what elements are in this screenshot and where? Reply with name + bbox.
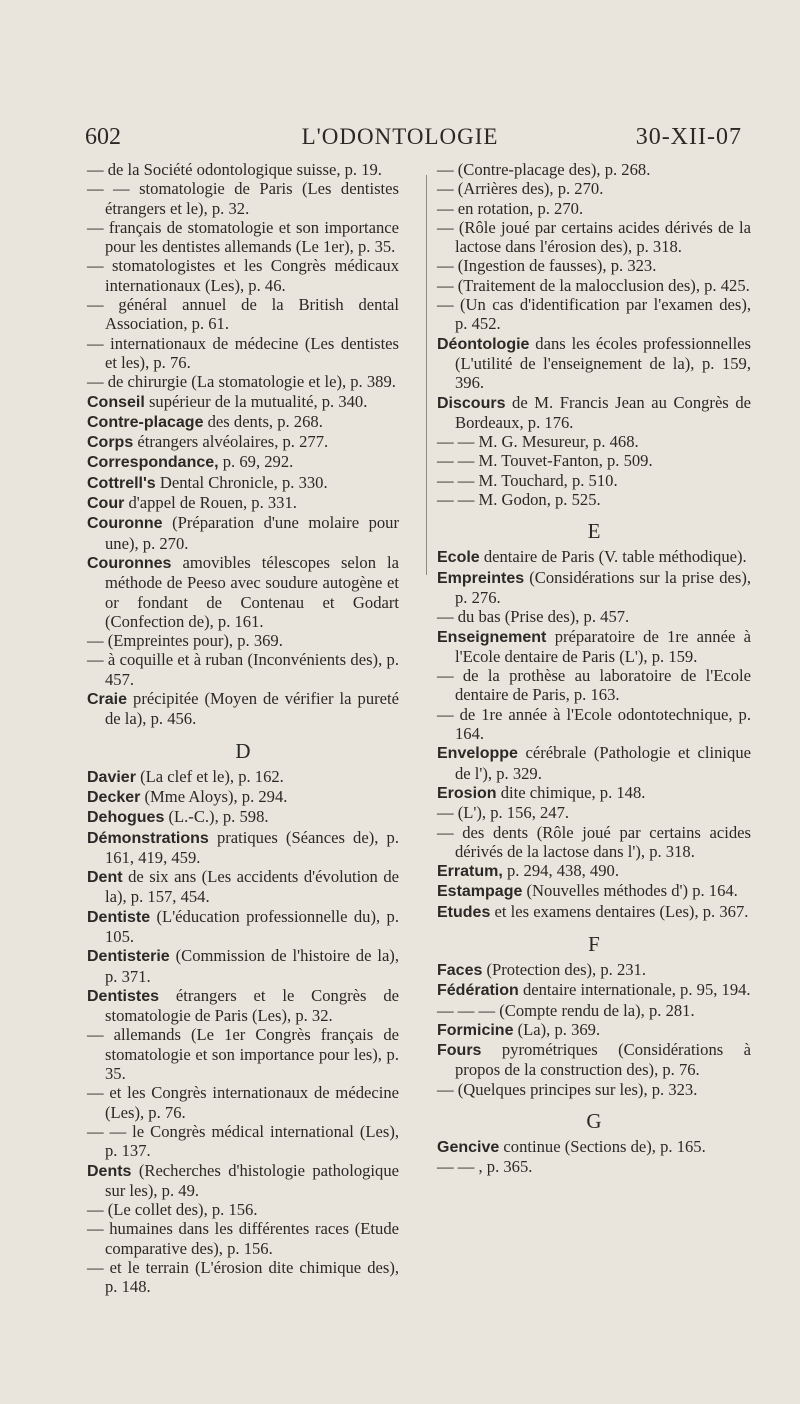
index-entry <box>437 393 751 433</box>
index-entry <box>437 1001 751 1020</box>
entry-heading: Dentiste <box>87 908 151 926</box>
index-entry <box>87 392 399 412</box>
index-entry <box>87 179 399 218</box>
index-entry <box>87 160 399 179</box>
entry-heading: Correspondance, <box>87 454 219 472</box>
index-entry <box>87 650 399 689</box>
entry-heading: Cottrell's <box>87 474 156 492</box>
entry-text: — à coquille et à ruban (Inconvénients des), p. 457. <box>87 650 399 689</box>
entry-text: — (Ingestion de fausses), p. 323. <box>437 256 657 276</box>
index-entry <box>437 256 751 275</box>
entry-heading: Decker <box>87 788 141 806</box>
entry-text: — stomatologistes et les Congrès médicaux internationaux (Les), p. 46. <box>87 256 399 295</box>
entry-text: — (Rôle joué par certains acides dérivés de la lactose dans l'érosion des), p. 318. <box>437 217 751 257</box>
entry-text: — (Quelques principes sur les), p. 323. <box>437 1079 698 1099</box>
index-entry <box>87 1200 399 1219</box>
index-entry <box>87 412 399 432</box>
section-letter: E <box>587 519 601 544</box>
index-entry <box>437 1080 751 1099</box>
entry-heading: Dentistes <box>87 987 160 1005</box>
entry-text: (Mme Aloys), p. 294. <box>144 786 288 806</box>
running-header <box>0 122 800 156</box>
index-entry <box>437 861 751 881</box>
entry-heading: Discours <box>437 394 506 412</box>
index-entry <box>437 666 751 705</box>
entry-text: — (Traitement de la malocclusion des), p. 425. <box>437 275 750 295</box>
index-entry <box>437 490 751 509</box>
entry-text: — (Arrières des), p. 270. <box>437 179 604 199</box>
entry-heading: Etudes <box>437 903 491 921</box>
entry-text: — (Un cas d'identification par l'examen des), p. 452. <box>437 295 751 334</box>
entry-text: dentaire internationale, p. 95, 194. <box>522 980 751 1000</box>
index-entry <box>87 1025 399 1083</box>
index-entry <box>437 743 751 783</box>
index-entry <box>87 946 399 986</box>
entry-text: de six ans (Les accidents d'évolution de la), p. 157, 454. <box>105 867 399 907</box>
index-entry <box>437 902 751 922</box>
entry-heading: Estampage <box>437 883 523 901</box>
page-number: 602 <box>85 124 121 150</box>
entry-heading: Ecole <box>437 549 480 567</box>
entry-text: (Commission de l'histoire de la), p. 371. <box>105 946 399 986</box>
entry-text: dite chimique, p. 148. <box>500 782 646 802</box>
index-entry <box>87 452 399 472</box>
index-entry <box>87 1219 399 1258</box>
entry-text: — français de stomatologie et son importance pour les dentistes allemands (Le 1er), p. 35. <box>87 217 399 257</box>
index-entry <box>87 295 399 334</box>
entry-heading: Déontologie <box>437 335 530 353</box>
entry-text: dentaire de Paris (V. table méthodique). <box>483 547 747 567</box>
entry-heading: Corps <box>87 434 134 452</box>
entry-text: supérieur de la mutualité, p. 340. <box>148 391 368 411</box>
index-entry <box>437 881 751 901</box>
issue-date: 30-XII-07 <box>635 124 742 150</box>
index-entry <box>87 513 399 553</box>
entry-heading: Démonstrations <box>87 829 209 847</box>
entry-text: — (Empreintes pour), p. 369. <box>87 631 283 651</box>
index-entry <box>437 1157 751 1176</box>
index-entry <box>437 705 751 744</box>
entry-text: Dental Chronicle, p. 330. <box>159 472 328 492</box>
index-entry <box>437 218 751 257</box>
index-entry <box>437 607 751 626</box>
entry-text: étrangers alvéolaires, p. 277. <box>137 432 329 452</box>
entry-text: (Nouvelles méthodes d') p. 164. <box>526 881 738 901</box>
entry-heading: Empreintes <box>437 569 525 587</box>
entry-heading: Couronne <box>87 515 163 533</box>
entry-text: (La clef et le), p. 162. <box>140 766 284 786</box>
entry-heading: Dents <box>87 1162 132 1180</box>
entry-text: p. 294, 438, 490. <box>506 861 619 881</box>
entry-text: — allemands (Le 1er Congrès français de stomatologie et son importance pour les), p. 35. <box>87 1025 399 1084</box>
entry-heading: Couronnes <box>87 554 172 572</box>
right-column <box>437 160 751 1177</box>
entry-heading: Contre-placage <box>87 413 204 431</box>
entry-text: — — M. Touchard, p. 510. <box>437 470 618 490</box>
index-entry <box>87 334 399 373</box>
entry-text: pyrométriques (Considérations à propos de la construction des), p. 76. <box>455 1040 751 1080</box>
index-entry <box>87 493 399 513</box>
index-entry <box>87 787 399 807</box>
index-entry <box>437 980 751 1000</box>
entry-heading: Fours <box>437 1042 482 1060</box>
index-entry <box>437 803 751 822</box>
index-entry <box>437 471 751 490</box>
entry-text: — et le terrain (L'érosion dite chimique des), p. 148. <box>87 1258 399 1297</box>
index-entry <box>87 256 399 295</box>
entry-text: — de chirurgie (La stomatologie et le), p. 389. <box>87 372 396 392</box>
entry-text: préparatoire de 1re année à l'Ecole dentaire de Paris (L'), p. 159. <box>455 626 751 666</box>
index-entry <box>87 767 399 787</box>
index-entry <box>87 631 399 650</box>
index-entry <box>87 1258 399 1297</box>
entry-text: — — M. Touvet-Fanton, p. 509. <box>437 451 653 471</box>
index-entry <box>437 823 751 862</box>
entry-text: — — stomatologie de Paris (Les dentistes étrangers et le), p. 32. <box>87 179 399 218</box>
index-entry <box>437 199 751 218</box>
section-letter: F <box>588 931 600 956</box>
entry-text: — du bas (Prise des), p. 457. <box>437 607 630 627</box>
entry-text: — des dents (Rôle joué par certains acides dérivés de la lactose dans l'), p. 318. <box>437 822 751 861</box>
entry-text: — — le Congrès médical international (Les), p. 137. <box>87 1121 399 1161</box>
entry-text: — — M. G. Mesureur, p. 468. <box>437 432 639 452</box>
index-entry <box>87 689 399 729</box>
entry-text: pratiques (Séances de), p. 161, 419, 459. <box>105 827 399 867</box>
index-entry <box>87 1161 399 1201</box>
entry-heading: Cour <box>87 495 125 513</box>
entry-heading: Conseil <box>87 393 145 411</box>
entry-heading: Dent <box>87 869 123 887</box>
entry-heading: Gencive <box>437 1139 500 1157</box>
entry-text: — (Le collet des), p. 156. <box>87 1200 258 1220</box>
entry-heading: Formicine <box>437 1021 514 1039</box>
column-divider <box>426 175 427 575</box>
index-entry <box>87 828 399 868</box>
left-column <box>87 160 399 1297</box>
index-entry <box>87 907 399 947</box>
entry-heading: Davier <box>87 768 136 786</box>
index-entry <box>87 867 399 907</box>
index-entry <box>87 473 399 493</box>
journal-title: L'ODONTOLOGIE <box>301 124 499 149</box>
index-entry <box>437 451 751 470</box>
entry-heading: Enseignement <box>437 628 547 646</box>
index-entry <box>87 986 399 1026</box>
entry-text: — en rotation, p. 270. <box>437 198 584 218</box>
entry-heading: Dentisterie <box>87 948 170 966</box>
index-entry <box>437 295 751 334</box>
index-entry <box>87 432 399 452</box>
entry-text: amovibles télescopes selon la méthode de Peeso avec soudure autogène et or fondant de Contenau et Godart (Confection de), p. 161. <box>105 552 400 631</box>
entry-heading: Erosion <box>437 784 497 802</box>
index-entry <box>87 1122 399 1161</box>
entry-text: (Protection des), p. 231. <box>486 959 646 979</box>
index-entry <box>87 553 399 631</box>
entry-text: — de 1re année à l'Ecole odontotechnique, p. 164. <box>437 704 751 744</box>
entry-text: — internationaux de médecine (Les dentistes et les), p. 76. <box>87 333 399 372</box>
index-entry <box>437 1020 751 1040</box>
index-entry <box>437 334 751 393</box>
entry-heading: Faces <box>437 961 483 979</box>
entry-text: (Considérations sur la prise des), p. 276. <box>455 567 751 607</box>
entry-heading: Erratum, <box>437 863 503 881</box>
index-entry <box>437 1137 751 1157</box>
entry-text: — de la prothèse au laboratoire de l'Ecole dentaire de Paris, p. 163. <box>437 666 751 705</box>
index-entry <box>437 783 751 803</box>
entry-text: continue (Sections de), p. 165. <box>503 1137 706 1157</box>
index-entry <box>437 547 751 567</box>
entry-heading: Dehogues <box>87 809 165 827</box>
entry-heading: Enveloppe <box>437 745 518 763</box>
index-entry <box>437 1040 751 1080</box>
index-entry <box>437 960 751 980</box>
index-entry <box>437 627 751 667</box>
index-entry <box>437 179 751 198</box>
entry-text: — de la Société odontologique suisse, p. 19. <box>87 160 382 179</box>
entry-text: dans les écoles professionnelles (L'utilité de l'enseignement de la), p. 159, 396. <box>455 333 751 393</box>
entry-text: — (Contre-placage des), p. 268. <box>437 160 651 179</box>
entry-text: (Recherches d'histologie pathologique sur les), p. 49. <box>105 1160 399 1200</box>
entry-text: — humaines dans les différentes races (Etude comparative des), p. 156. <box>87 1219 399 1258</box>
index-entry <box>437 432 751 451</box>
section-letter: D <box>235 738 251 763</box>
index-entry <box>437 160 751 179</box>
index-entry <box>87 372 399 391</box>
entry-text: p. 69, 292. <box>222 452 294 472</box>
entry-text: des dents, p. 268. <box>207 411 323 431</box>
entry-text: — (L'), p. 156, 247. <box>437 803 570 823</box>
entry-text: — — — (Compte rendu de la), p. 281. <box>437 1000 695 1020</box>
index-entry <box>87 1083 399 1122</box>
entry-text: (L'éducation professionnelle du), p. 105. <box>105 906 399 946</box>
entry-text: — général annuel de la British dental Association, p. 61. <box>87 295 399 334</box>
entry-text: et les examens dentaires (Les), p. 367. <box>494 901 749 921</box>
entry-text: — — , p. 365. <box>437 1157 533 1177</box>
index-entry <box>87 218 399 257</box>
entry-text: d'appel de Rouen, p. 331. <box>128 493 297 513</box>
section-letter: G <box>586 1109 602 1134</box>
entry-text: précipitée (Moyen de vérifier la pureté de la), p. 456. <box>105 689 399 729</box>
entry-text: (La), p. 369. <box>517 1019 601 1039</box>
entry-text: de M. Francis Jean au Congrès de Bordeaux, p. 176. <box>455 392 751 432</box>
entry-heading: Craie <box>87 691 128 709</box>
entry-heading: Fédération <box>437 982 519 1000</box>
entry-text: — et les Congrès internationaux de médecine (Les), p. 76. <box>87 1083 399 1122</box>
index-entry <box>437 276 751 295</box>
index-entry <box>437 568 751 608</box>
entry-text: — — M. Godon, p. 525. <box>437 490 601 510</box>
entry-text: étrangers et le Congrès de stomatologie de Paris (Les), p. 32. <box>105 985 400 1026</box>
index-entry <box>87 807 399 827</box>
entry-text: (L.-C.), p. 598. <box>168 807 269 827</box>
entry-text: (Préparation d'une molaire pour une), p. 270. <box>105 513 399 553</box>
entry-text: cérébrale (Pathologie et clinique de l'), p. 329. <box>455 743 751 783</box>
